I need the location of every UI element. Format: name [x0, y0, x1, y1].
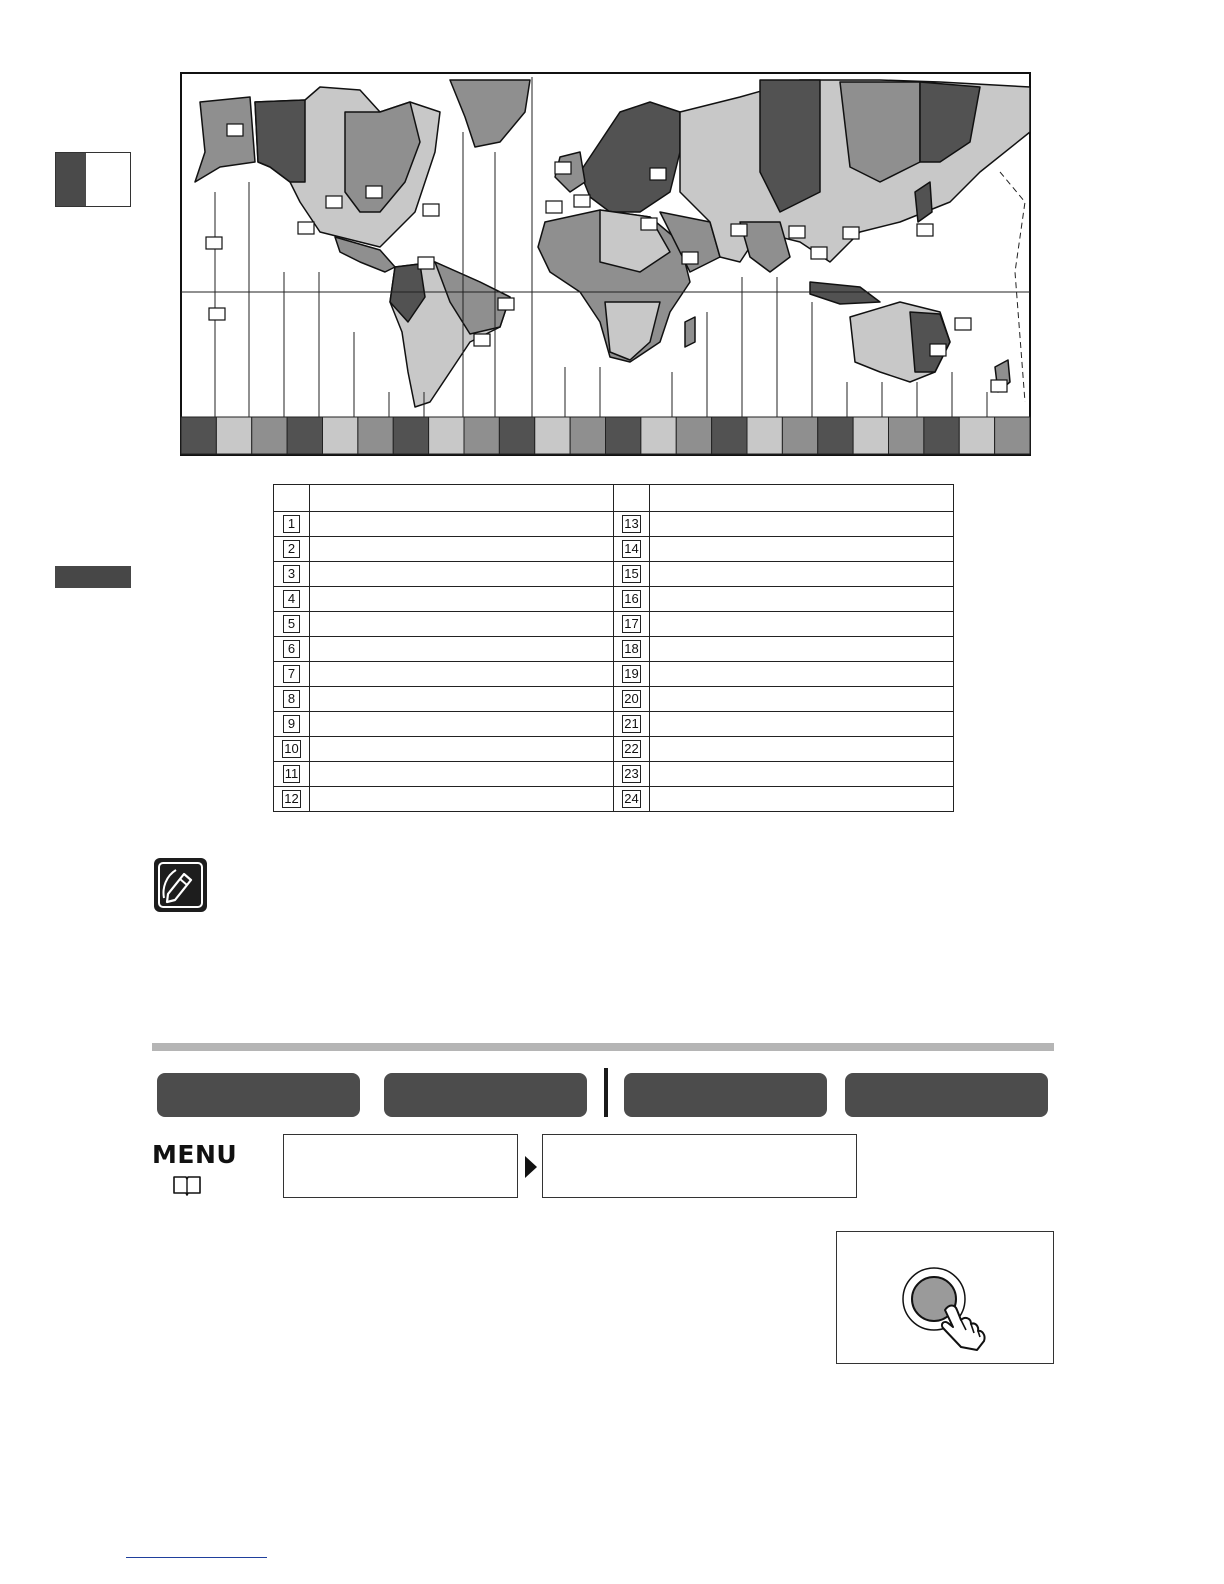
zone-number: 23 [624, 766, 639, 781]
city-cell [650, 737, 954, 762]
press-illustration-svg [837, 1232, 1052, 1362]
zone-number: 22 [624, 741, 639, 756]
mode-separator [604, 1068, 608, 1117]
zone-strip-cell [358, 417, 393, 454]
zone-strip-cell [323, 417, 358, 454]
zone-number: 18 [624, 641, 639, 656]
section-divider [152, 1043, 1054, 1051]
table-row [274, 612, 954, 637]
city-box [227, 124, 243, 136]
note-pencil-icon [154, 858, 207, 912]
zone-number: 7 [283, 665, 300, 683]
city-box [917, 224, 933, 236]
table-row [274, 687, 954, 712]
zone-number: 12 [284, 791, 299, 806]
zone-strip-cell [570, 417, 605, 454]
zone-number-cell [614, 537, 650, 562]
zone-number-cell [614, 512, 650, 537]
menu-level-1-box [283, 1134, 518, 1198]
city-cell [310, 612, 614, 637]
city-cell [310, 687, 614, 712]
zone-number-cell [614, 587, 650, 612]
zone-strip-cell [287, 417, 322, 454]
table-header-row [274, 485, 954, 512]
city-box [650, 168, 666, 180]
zone-strip-cell [853, 417, 888, 454]
zone-strip-cell [216, 417, 251, 454]
zone-strip-cell [393, 417, 428, 454]
city-box [209, 308, 225, 320]
city-box [498, 298, 514, 310]
city-cell [310, 512, 614, 537]
city-box [843, 227, 859, 239]
zone-number: 14 [624, 541, 639, 556]
zone-number: 13 [624, 516, 639, 531]
note-pencil-svg [154, 858, 207, 912]
city-box [555, 162, 571, 174]
city-cell [310, 712, 614, 737]
zone-number: 8 [283, 690, 300, 708]
chapter-tab-dark-half [56, 153, 86, 206]
zone-strip-cell [252, 417, 287, 454]
zone-number: 2 [283, 540, 300, 558]
header-cell [650, 485, 954, 512]
city-box [546, 201, 562, 213]
zone-number-cell [274, 537, 310, 562]
zone-strip-cell [499, 417, 534, 454]
city-cell [310, 562, 614, 587]
zone-strip-cell [712, 417, 747, 454]
city-box [326, 196, 342, 208]
zone-strip-cell [429, 417, 464, 454]
zone-number-cell [274, 712, 310, 737]
zone-number-cell [274, 637, 310, 662]
zone-strip-cell [535, 417, 570, 454]
zone-number-cell [614, 787, 650, 812]
city-box [298, 222, 314, 234]
zone-strip-cell [747, 417, 782, 454]
header-cell [310, 485, 614, 512]
city-cell [310, 762, 614, 787]
zone-number-cell [614, 662, 650, 687]
zone-strip-cell [818, 417, 853, 454]
mode-button-2[interactable] [384, 1073, 587, 1117]
city-box [641, 218, 657, 230]
zone-number-cell [614, 737, 650, 762]
zone-number: 4 [283, 590, 300, 608]
zone-strip-cell [995, 417, 1030, 454]
zone-number-cell [614, 562, 650, 587]
city-box [423, 204, 439, 216]
zone-strip-cell [782, 417, 817, 454]
zone-number-cell [274, 762, 310, 787]
table-row [274, 737, 954, 762]
city-box [418, 257, 434, 269]
zone-number-cell [614, 762, 650, 787]
city-cell [310, 537, 614, 562]
zone-strip-cell [181, 417, 216, 454]
zone-strip-cell [889, 417, 924, 454]
zone-number-cell [274, 687, 310, 712]
zone-number-cell [274, 787, 310, 812]
zone-number: 15 [624, 566, 639, 581]
zone-strip-cell [606, 417, 641, 454]
city-cell [650, 612, 954, 637]
zone-number-cell [274, 512, 310, 537]
zone-number: 20 [624, 691, 639, 706]
zone-number: 21 [624, 716, 639, 731]
section-tab [55, 566, 131, 588]
zone-number: 1 [283, 515, 300, 533]
world-time-zone-map [180, 72, 1031, 456]
table-row [274, 587, 954, 612]
zone-number: 5 [283, 615, 300, 633]
city-cell [650, 637, 954, 662]
mode-button-4[interactable] [845, 1073, 1048, 1117]
zone-strip-cell [464, 417, 499, 454]
table-row [274, 562, 954, 587]
city-cell [650, 537, 954, 562]
mode-button-3[interactable] [624, 1073, 827, 1117]
menu-label: MENU [152, 1140, 238, 1169]
zone-number-cell [614, 637, 650, 662]
table-row [274, 637, 954, 662]
zone-number: 9 [283, 715, 300, 733]
zone-color-strip [181, 417, 1030, 454]
zone-number: 6 [283, 640, 300, 658]
header-cell [614, 485, 650, 512]
table-row [274, 787, 954, 812]
city-box [682, 252, 698, 264]
zone-number-cell [614, 612, 650, 637]
zone-number: 11 [284, 766, 299, 781]
zone-number: 24 [624, 791, 639, 806]
zone-number: 16 [624, 591, 639, 606]
table-row [274, 662, 954, 687]
book-icon [172, 1174, 202, 1201]
city-cell [650, 562, 954, 587]
city-box [574, 195, 590, 207]
zone-number: 10 [284, 741, 299, 756]
city-box [811, 247, 827, 259]
land-madagascar [685, 317, 695, 347]
zone-strip-cell [676, 417, 711, 454]
zone-number-cell [274, 737, 310, 762]
city-cell [650, 787, 954, 812]
mode-button-1[interactable] [157, 1073, 360, 1117]
city-box [474, 334, 490, 346]
land-asia-north [840, 82, 920, 182]
zone-number: 19 [624, 666, 639, 681]
city-cell [650, 762, 954, 787]
map-svg [180, 72, 1031, 456]
pressing-hand-icon [836, 1231, 1054, 1364]
zone-number-cell [274, 662, 310, 687]
menu-level-2-box [542, 1134, 857, 1198]
city-box [206, 237, 222, 249]
city-cell [310, 662, 614, 687]
city-cell [650, 662, 954, 687]
city-box [366, 186, 382, 198]
table-row [274, 762, 954, 787]
chapter-tab [55, 152, 131, 207]
zone-number: 3 [283, 565, 300, 583]
time-zone-table [273, 484, 954, 812]
zone-number-cell [274, 587, 310, 612]
city-cell [650, 587, 954, 612]
zone-number-cell [614, 687, 650, 712]
footer-link-underline [126, 1557, 267, 1558]
zone-number-cell [274, 612, 310, 637]
city-box [991, 380, 1007, 392]
zone-number: 17 [624, 616, 639, 631]
chevron-right-icon [522, 1154, 540, 1185]
zone-strip-cell [959, 417, 994, 454]
city-cell [310, 587, 614, 612]
table-row [274, 712, 954, 737]
city-box [731, 224, 747, 236]
city-cell [650, 687, 954, 712]
city-box [789, 226, 805, 238]
zone-number-cell [274, 562, 310, 587]
header-cell [274, 485, 310, 512]
city-cell [310, 737, 614, 762]
city-cell [650, 712, 954, 737]
city-box [955, 318, 971, 330]
city-cell [650, 512, 954, 537]
table-row [274, 537, 954, 562]
zone-strip-cell [924, 417, 959, 454]
city-cell [310, 637, 614, 662]
city-cell [310, 787, 614, 812]
table-row [274, 512, 954, 537]
zone-number-cell [614, 712, 650, 737]
book-svg [172, 1174, 202, 1196]
zone-strip-cell [641, 417, 676, 454]
city-box [930, 344, 946, 356]
